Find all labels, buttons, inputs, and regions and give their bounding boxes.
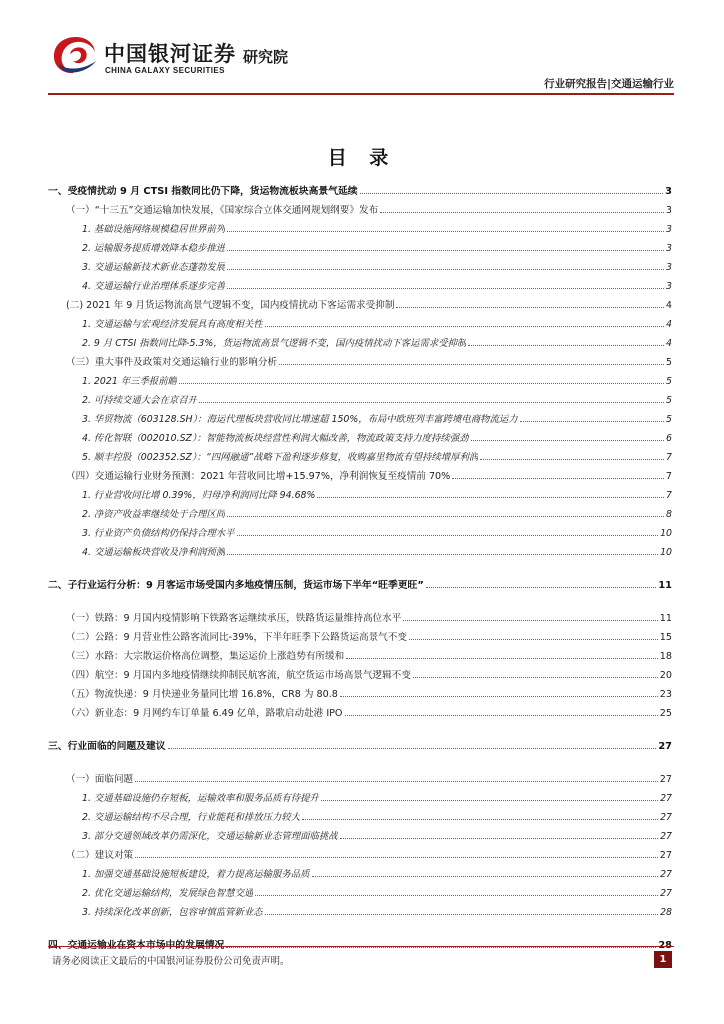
toc-entry-label: （五）物流快递：9 月快递业务量同比增 16.8%，CR8 为 80.8	[66, 689, 338, 700]
toc-entry-page: 11	[659, 613, 672, 624]
toc-entry-label: 5. 顺丰控股（002352.SZ）：“四网融通”战略下盈利逐步修复，收购嘉里物流有望持续增厚利润	[82, 452, 479, 463]
toc-entry-label: 2. 9 月 CTSI 指数同比降-5.3%，货运物流高景气逻辑不变，国内疫情扰动下客运需求受抑制	[82, 338, 467, 349]
toc-entry-level-3[interactable]	[48, 520, 672, 539]
toc-entry-page: 3	[665, 186, 672, 197]
toc-leader-dots	[403, 620, 657, 621]
toc-entry-page: 4	[665, 300, 672, 311]
toc-leader-dots	[227, 288, 664, 289]
toc-leader-dots	[168, 748, 657, 749]
toc-entry-label: 1. 行业营收同比增 0.39%，归母净利润同比降 94.68%	[82, 490, 316, 501]
toc-entry-label: 3. 华贸物流（603128.SH）：海运代理板块营收同比增速超 150%，布局中欧班列丰富跨境电商物流运力	[82, 414, 518, 425]
toc-entry-page: 23	[659, 689, 672, 700]
toc-entry-label: （四）交通运输行业财务预测：2021 年营收同比增+15.97%，净利润恢复至疫情前 70%	[66, 471, 451, 482]
toc-entry-page: 18	[659, 651, 672, 662]
toc-leader-dots	[237, 535, 659, 536]
toc-entry-page: 5	[665, 357, 672, 368]
toc-entry-level-1[interactable]	[48, 572, 672, 591]
toc-entry-page: 3	[665, 205, 672, 216]
toc-entry-page: 20	[659, 670, 672, 681]
toc-leader-dots	[255, 895, 658, 896]
toc-entry-label: 2. 可持续交通大会在京召开	[82, 395, 198, 406]
toc-entry-level-3[interactable]	[48, 501, 672, 520]
toc-entry-level-1[interactable]	[48, 733, 672, 752]
toc-entry-label	[48, 937, 224, 951]
toc-leader-dots	[227, 231, 664, 232]
brand-name-cn: 中国银河证券	[104, 42, 236, 66]
toc-entry-page: 5	[666, 376, 672, 387]
toc-entry-page: 4	[666, 338, 672, 349]
toc-entry-page: 15	[659, 632, 672, 643]
toc-entry-page: 25	[659, 708, 672, 719]
header-divider	[48, 93, 674, 95]
toc-leader-dots	[227, 516, 664, 517]
toc-entry-level-3[interactable]	[48, 387, 672, 406]
galaxy-logo-icon	[50, 34, 102, 76]
toc-spacer	[48, 558, 672, 572]
toc-entry-page: 27	[659, 850, 672, 861]
toc-leader-dots	[265, 326, 664, 327]
toc-leader-dots	[340, 838, 658, 839]
toc-leader-dots	[317, 497, 664, 498]
toc-leader-dots	[199, 402, 664, 403]
page-number-badge: 1	[654, 951, 672, 968]
toc-leader-dots	[321, 800, 658, 801]
toc-leader-dots	[426, 587, 657, 588]
toc-entry-level-1[interactable]	[48, 178, 672, 197]
toc-entry-level-3[interactable]	[48, 311, 672, 330]
toc-entry-label: 4. 交通运输板块营收及净利润预测	[82, 547, 226, 558]
toc-entry-page: 3	[666, 243, 672, 254]
toc-entry-label: 1. 基础设施网络规模稳居世界前列	[82, 224, 226, 235]
toc-leader-dots	[227, 554, 658, 555]
toc-entry-label: 4. 交通运输行业治理体系逐步完善	[82, 281, 226, 292]
toc-leader-dots	[520, 421, 664, 422]
toc-entry-page: 27	[660, 869, 672, 880]
toc-entry-level-3[interactable]	[48, 273, 672, 292]
toc-entry-page: 27	[658, 741, 672, 752]
toc-entry-page: 6	[666, 433, 672, 444]
toc-leader-dots	[380, 212, 664, 213]
toc-leader-dots	[302, 819, 658, 820]
footer-divider	[48, 946, 674, 947]
institute-label: 研究院	[243, 48, 289, 66]
toc-leader-dots	[346, 658, 658, 659]
toc-entry-page: 7	[666, 452, 672, 463]
toc-entry-label: （一）面临问题	[66, 774, 134, 785]
toc-entry-level-3[interactable]	[48, 804, 672, 823]
toc-entry-label: 二、子行业运行分析：9 月客运市场受国内多地疫情压制，货运市场下半年“旺季更旺”	[48, 580, 424, 591]
toc-entry-label: 1. 交通运输与宏观经济发展具有高度相关性	[82, 319, 263, 330]
toc-entry-page: 7	[665, 471, 672, 482]
toc-entry-level-2[interactable]	[48, 766, 672, 785]
toc-entry-label: (二) 2021 年 9 月货运物流高景气逻辑不变，国内疫情扰动下客运需求受抑制	[66, 300, 395, 311]
toc-entry-label: 3. 行业资产负债结构仍保持合理水平	[82, 528, 235, 539]
toc-entry-label: 1. 交通基础设施仍存短板，运输效率和服务品质有待提升	[82, 793, 319, 804]
toc-entry-page: 4	[666, 319, 672, 330]
toc-entry-label: 3. 持续深化改革创新，包容审慎监管新业态	[82, 907, 263, 918]
toc-entry-level-2[interactable]	[48, 605, 672, 624]
toc-entry-level-3[interactable]	[48, 539, 672, 558]
toc-entry-label: 一、受疫情扰动 9 月 CTSI 指数同比仍下降，货运物流板块高景气延续	[48, 186, 358, 197]
toc-entry-label: 2. 运输服务提质增效降本稳步推进	[82, 243, 226, 254]
table-of-contents	[48, 178, 672, 951]
toc-leader-dots	[312, 876, 659, 877]
toc-entry-page: 27	[660, 888, 672, 899]
toc-entry-label: （三）重大事件及政策对交通运输行业的影响分析	[66, 357, 278, 368]
toc-entry-level-3[interactable]	[48, 425, 672, 444]
toc-leader-dots	[135, 857, 658, 858]
toc-leader-dots	[468, 345, 664, 346]
toc-leader-dots	[265, 914, 658, 915]
report-type-label: 行业研究报告|交通运输行业	[544, 78, 674, 90]
toc-leader-dots	[179, 383, 664, 384]
toc-entry-level-3[interactable]	[48, 899, 672, 918]
brand-name-en: CHINA GALAXY SECURITIES	[105, 66, 225, 75]
toc-entry-page: 10	[660, 547, 672, 558]
toc-entry-label: （二）建议对策	[66, 850, 134, 861]
toc-title: 目 录	[327, 147, 397, 169]
toc-spacer	[48, 918, 672, 932]
toc-leader-dots	[471, 440, 665, 441]
toc-entry-label: 3. 交通运输新技术新业态蓬勃发展	[82, 262, 226, 273]
toc-entry-label: （四）航空：9 月国内多地疫情继续抑制民航客流，航空货运市场高景气逻辑不变	[66, 670, 411, 681]
toc-entry-label: （一）“十三五”交通运输加快发展，《国家综合立体交通网规划纲要》发布	[66, 205, 379, 216]
toc-leader-dots	[396, 307, 663, 308]
toc-leader-dots	[360, 193, 664, 194]
toc-entry-level-2[interactable]	[48, 681, 672, 700]
toc-entry-level-3[interactable]	[48, 785, 672, 804]
toc-leader-dots	[227, 269, 664, 270]
toc-entry-label: 2. 净资产收益率继续处于合理区间	[82, 509, 226, 520]
toc-leader-dots	[413, 677, 658, 678]
toc-entry-level-2[interactable]	[48, 700, 672, 719]
toc-entry-label: 3. 部分交通领域改革仍需深化，交通运输新业态管理面临挑战	[82, 831, 338, 842]
toc-entry-label: （三）水路：大宗散运价格高位调整，集运运价上涨趋势有所缓和	[66, 651, 345, 662]
toc-entry-label: 1. 加强交通基础设施短板建设，着力提高运输服务品质	[82, 869, 310, 880]
toc-entry-label: 2. 优化交通运输结构，发展绿色智慧交通	[82, 888, 254, 899]
toc-entry-level-3[interactable]	[48, 823, 672, 842]
toc-spacer	[48, 719, 672, 733]
toc-entry-level-2[interactable]	[48, 463, 672, 482]
toc-entry-label: 三、行业面临的问题及建议	[48, 741, 166, 752]
toc-entry-label: 4. 传化智联（002010.SZ）：智能物流板块经营性利润大幅改善，物流政策支持力度持续强劲	[82, 433, 469, 444]
toc-entry-page: 28	[660, 907, 672, 918]
toc-entry-page: 5	[666, 395, 672, 406]
toc-entry-level-3[interactable]	[48, 254, 672, 273]
toc-entry-page: 5	[666, 414, 672, 425]
toc-entry-level-2[interactable]	[48, 662, 672, 681]
toc-leader-dots	[480, 459, 664, 460]
toc-entry-label: 1. 2021 年三季报前瞻	[82, 376, 178, 387]
toc-spacer	[48, 752, 672, 766]
toc-entry-page: 7	[666, 490, 672, 501]
toc-entry-level-3[interactable]	[48, 406, 672, 425]
toc-entry-level-3[interactable]	[48, 330, 672, 349]
toc-entry-page: 3	[666, 262, 672, 273]
toc-leader-dots	[226, 947, 656, 948]
toc-leader-dots	[279, 364, 664, 365]
toc-leader-dots	[227, 250, 664, 251]
toc-entry-level-3[interactable]	[48, 235, 672, 254]
toc-entry-level-3[interactable]	[48, 216, 672, 235]
toc-entry-level-2[interactable]	[48, 842, 672, 861]
toc-entry-level-2[interactable]	[48, 349, 672, 368]
toc-entry-page: 27	[659, 774, 672, 785]
toc-entry-page: 27	[660, 812, 672, 823]
toc-entry-level-3[interactable]	[48, 880, 672, 899]
toc-entry-page: 27	[660, 831, 672, 842]
toc-entry-label: （一）铁路：9 月国内疫情影响下铁路客运继续承压，铁路货运量维持高位水平	[66, 613, 402, 624]
footer-disclaimer: 请务必阅读正文最后的中国银河证券股份公司免责声明。	[52, 956, 290, 967]
toc-entry-level-2[interactable]	[48, 197, 672, 216]
toc-leader-dots	[340, 696, 658, 697]
toc-entry-level-1[interactable]	[48, 932, 672, 951]
toc-leader-dots	[452, 478, 664, 479]
toc-entry-page: 11	[658, 580, 672, 591]
toc-entry-label: （六）新业态：9 月网约车订单量 6.49 亿单，路歌启动赴港 IPO	[66, 708, 343, 719]
page-header	[0, 0, 724, 100]
toc-entry-label: （二）公路：9 月营业性公路客流同比-39%，下半年旺季下公路货运高景气不变	[66, 632, 407, 643]
toc-leader-dots	[345, 715, 658, 716]
toc-entry-level-2[interactable]	[48, 292, 672, 311]
toc-entry-page: 27	[660, 793, 672, 804]
toc-entry-label: 2. 交通运输结构不尽合理，行业能耗和排放压力较大	[82, 812, 301, 823]
toc-leader-dots	[135, 781, 658, 782]
toc-leader-dots	[409, 639, 658, 640]
toc-entry-level-2[interactable]	[48, 643, 672, 662]
toc-entry-level-3[interactable]	[48, 444, 672, 463]
toc-entry-page: 8	[666, 509, 672, 520]
toc-entry-page: 10	[660, 528, 672, 539]
toc-entry-level-3[interactable]	[48, 861, 672, 880]
toc-entry-level-3[interactable]	[48, 368, 672, 387]
toc-entry-page: 3	[666, 224, 672, 235]
toc-entry-level-2[interactable]	[48, 624, 672, 643]
toc-spacer	[48, 591, 672, 605]
toc-entry-level-3[interactable]	[48, 482, 672, 501]
toc-entry-page: 3	[666, 281, 672, 292]
